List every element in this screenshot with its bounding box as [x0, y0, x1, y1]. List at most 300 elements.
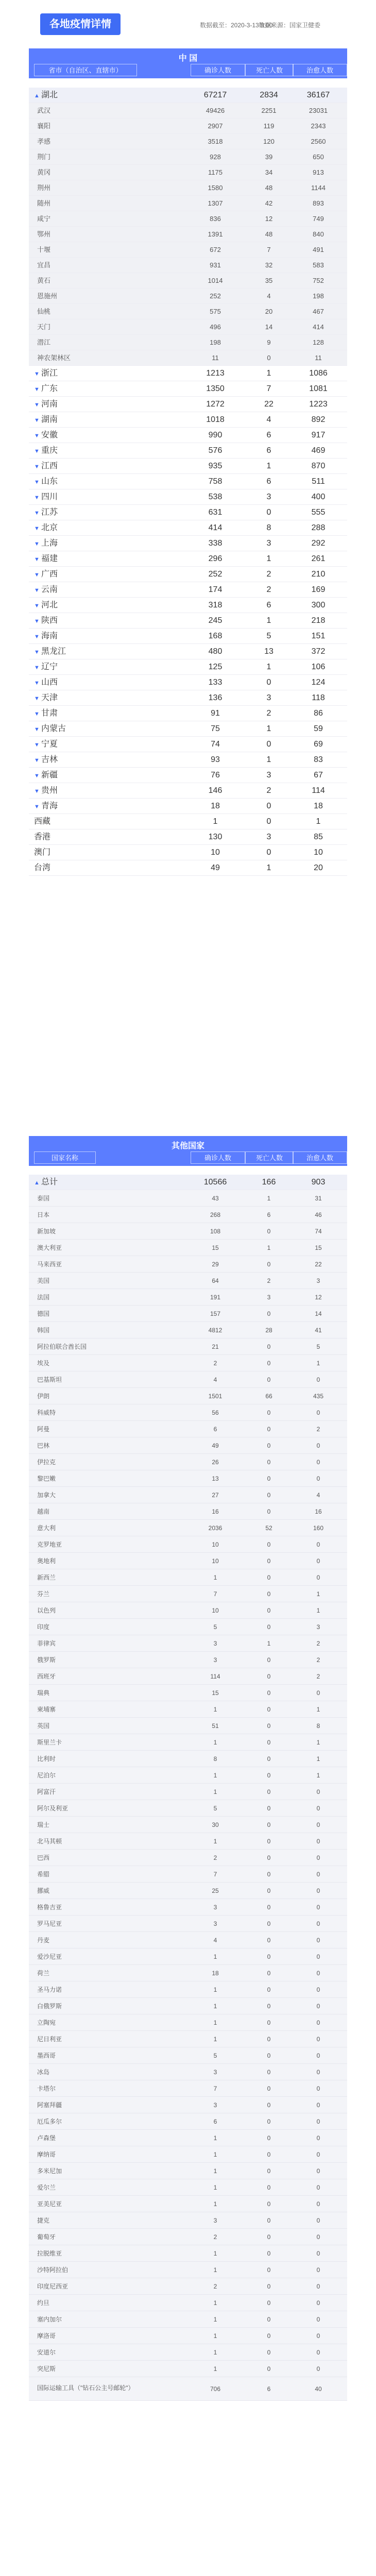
death-count: 0 [266, 848, 271, 857]
confirmed-count: 1 [213, 1772, 217, 1779]
row-name-text: 江苏 [41, 508, 58, 517]
row-name [34, 551, 58, 567]
chevron-down-icon[interactable]: ▼ [34, 402, 40, 408]
chevron-down-icon[interactable]: ▼ [34, 680, 40, 686]
row-name-text: 巴基斯坦 [37, 1376, 62, 1383]
country-row [29, 2179, 347, 2196]
death-count: 0 [267, 2052, 271, 2059]
recovered-count: 372 [311, 647, 326, 656]
china-column-headers [29, 64, 347, 77]
recovered-count: 0 [316, 1475, 320, 1482]
row-name-text: 阿尔及利亚 [37, 1805, 69, 1812]
province-row[interactable] [29, 721, 347, 737]
confirmed-count: 1 [213, 2299, 217, 2307]
chevron-down-icon[interactable]: ▼ [34, 526, 40, 532]
death-count: 6 [266, 477, 271, 486]
row-name [34, 675, 58, 691]
row-name-text: 捷克 [37, 2217, 50, 2224]
country-row [29, 1338, 347, 1355]
country-row [29, 1916, 347, 1932]
confirmed-count: 49 [212, 1442, 219, 1449]
chevron-down-icon[interactable]: ▼ [34, 386, 40, 393]
row-name-text: 墨西哥 [37, 2052, 56, 2059]
col-country: 国家名称 [34, 1151, 96, 1164]
province-row[interactable] [29, 598, 347, 613]
row-name [37, 319, 50, 335]
recovered-count: 0 [316, 1871, 320, 1878]
chevron-down-icon[interactable]: ▼ [34, 417, 40, 423]
row-name [37, 2295, 181, 2311]
city-row [29, 227, 347, 242]
death-count: 3 [266, 771, 271, 779]
col-region: 省市（自治区、直辖市） [34, 64, 137, 76]
row-name-text: 宁夏 [41, 740, 58, 749]
row-name [34, 505, 58, 521]
row-name [37, 2311, 181, 2328]
recovered-count: 0 [316, 1689, 320, 1697]
death-count: 0 [267, 1557, 271, 1565]
province-row[interactable] [29, 690, 347, 706]
death-count: 13 [264, 647, 274, 656]
recovered-count: 1 [316, 1772, 320, 1779]
recovered-count: 118 [312, 693, 325, 702]
death-count: 0 [266, 817, 271, 826]
confirmed-count: 931 [210, 261, 221, 269]
row-name [37, 2361, 181, 2377]
row-name [34, 88, 58, 104]
province-row[interactable] [29, 752, 347, 768]
confirmed-count: 8 [213, 1755, 217, 1762]
chevron-down-icon[interactable]: ▼ [34, 726, 40, 733]
province-row[interactable] [29, 366, 347, 381]
row-name [34, 644, 66, 660]
chevron-down-icon[interactable]: ▼ [34, 556, 40, 563]
province-row[interactable] [29, 397, 347, 412]
province-row[interactable] [29, 520, 347, 536]
death-count: 32 [265, 261, 273, 269]
row-name-text: 亚美尼亚 [37, 2200, 62, 2208]
recovered-count: 1223 [309, 400, 328, 409]
chevron-down-icon[interactable]: ▼ [34, 788, 40, 794]
row-name-text: 丹麦 [37, 1937, 50, 1944]
confirmed-count: 672 [210, 246, 221, 253]
row-name-text: 西藏 [34, 817, 51, 826]
row-name-text: 日本 [37, 1211, 50, 1218]
row-name-text: 意大利 [37, 1524, 56, 1532]
province-row[interactable] [29, 768, 347, 783]
row-name-text: 宜昌 [37, 261, 51, 269]
province-row[interactable] [29, 629, 347, 644]
recovered-count: 2 [316, 1673, 320, 1680]
row-name [34, 412, 58, 428]
chevron-down-icon[interactable]: ▼ [34, 618, 40, 624]
row-name-text: 瑞士 [37, 1821, 50, 1828]
country-row [29, 1421, 347, 1437]
province-row[interactable] [29, 675, 347, 690]
death-count: 0 [267, 2118, 271, 2125]
row-name [37, 350, 71, 366]
recovered-count: 3 [316, 1623, 320, 1631]
row-name [37, 2130, 181, 2146]
recovered-count: 1 [316, 1360, 320, 1367]
chevron-down-icon[interactable]: ▼ [34, 804, 40, 810]
death-count: 20 [265, 308, 273, 315]
death-count: 3 [266, 539, 271, 548]
row-name [37, 335, 50, 350]
death-count: 35 [265, 277, 273, 284]
recovered-count: 1144 [311, 184, 326, 192]
province-row[interactable] [29, 443, 347, 459]
province-row[interactable] [29, 582, 347, 598]
chevron-up-icon[interactable]: ▲ [34, 93, 40, 99]
confirmed-count: 1 [213, 1574, 217, 1581]
confirmed-count: 93 [211, 755, 220, 764]
province-row[interactable] [29, 783, 347, 799]
death-count: 7 [267, 246, 271, 253]
row-name-text: 恩施州 [37, 292, 58, 300]
confirmed-count: 16 [212, 1508, 219, 1515]
recovered-count: 892 [311, 415, 326, 424]
death-count: 0 [267, 1475, 271, 1482]
recovered-count: 0 [316, 1376, 320, 1383]
death-count: 6 [266, 446, 271, 455]
confirmed-count: 3518 [208, 138, 223, 145]
row-name [34, 582, 58, 598]
recovered-count: 1 [316, 1706, 320, 1713]
confirmed-count: 3 [213, 2069, 217, 2076]
row-name-text: 克罗地亚 [37, 1541, 62, 1548]
chevron-down-icon[interactable]: ▼ [34, 495, 40, 501]
row-name [37, 2328, 181, 2344]
confirmed-count: 1 [213, 2349, 217, 2356]
death-count: 6 [266, 601, 271, 609]
row-name [37, 258, 50, 273]
recovered-count: 2 [316, 1426, 320, 1433]
row-name [34, 799, 58, 815]
recovered-count: 0 [316, 1409, 320, 1416]
country-row [29, 1784, 347, 1800]
confirmed-count: 480 [208, 647, 223, 656]
world-total-row[interactable] [29, 1175, 347, 1190]
country-row [29, 1240, 347, 1256]
row-name-text: 黄石 [37, 277, 51, 284]
recovered-count: 151 [311, 632, 326, 640]
chevron-down-icon[interactable]: ▼ [34, 773, 40, 779]
row-name [37, 1371, 181, 1388]
confirmed-count: 1272 [206, 400, 225, 409]
death-count: 1 [266, 462, 271, 470]
recovered-count: 0 [316, 1937, 320, 1944]
confirmed-count: 168 [208, 632, 223, 640]
chevron-down-icon[interactable]: ▼ [34, 464, 40, 470]
recovered-count: 46 [315, 1211, 322, 1218]
death-count: 9 [267, 338, 271, 346]
death-count: 2 [266, 570, 271, 579]
death-count: 0 [267, 2233, 271, 2241]
row-name [37, 1635, 181, 1652]
row-name [37, 2262, 181, 2278]
row-name-text: 尼日利亚 [37, 2036, 62, 2043]
confirmed-count: 1307 [208, 199, 223, 207]
confirmed-count: 5 [213, 1805, 217, 1812]
confirmed-count: 27 [212, 1492, 219, 1499]
province-row[interactable] [29, 659, 347, 675]
confirmed-count: 3 [213, 2102, 217, 2109]
death-count: 0 [267, 1426, 271, 1433]
chevron-down-icon[interactable]: ▼ [34, 742, 40, 748]
province-row[interactable] [29, 474, 347, 489]
recovered-count: 0 [316, 2365, 320, 2372]
country-row [29, 1652, 347, 1668]
death-count: 48 [265, 230, 273, 238]
recovered-count: 23031 [309, 107, 328, 114]
row-name [37, 1652, 181, 1668]
recovered-count: 74 [315, 1228, 322, 1235]
confirmed-count: 91 [211, 709, 220, 718]
city-row [29, 319, 347, 335]
recovered-count: 292 [311, 539, 326, 548]
chevron-down-icon[interactable]: ▼ [34, 665, 40, 671]
row-name-text: 突尼斯 [37, 2365, 56, 2372]
row-name [37, 1190, 181, 1207]
confirmed-count: 1018 [206, 415, 225, 424]
country-row [29, 1553, 347, 1569]
country-row [29, 2014, 347, 2031]
confirmed-count: 252 [208, 570, 223, 579]
recovered-count: 893 [313, 199, 324, 207]
confirmed-count: 1501 [208, 1393, 223, 1400]
confirmed-count: 1 [213, 1986, 217, 1993]
row-name [37, 2245, 181, 2262]
province-row-hubei[interactable] [29, 88, 347, 103]
row-name-text: 罗马尼亚 [37, 1920, 62, 1927]
province-row[interactable] [29, 459, 347, 474]
confirmed-count: 296 [208, 554, 223, 563]
death-count: 34 [265, 168, 273, 176]
confirmed-count: 1 [213, 817, 218, 826]
row-name-text: 甘肃 [41, 709, 58, 718]
confirmed-count: 2 [213, 1360, 217, 1367]
row-name-text: 约旦 [37, 2299, 50, 2307]
province-row[interactable] [29, 381, 347, 397]
country-row [29, 1207, 347, 1223]
chevron-up-icon[interactable]: ▲ [34, 1180, 40, 1186]
province-row[interactable] [29, 737, 347, 752]
province-row[interactable] [29, 536, 347, 551]
death-count: 1 [266, 724, 271, 733]
row-name-text: 安道尔 [37, 2349, 56, 2356]
chevron-down-icon[interactable]: ▼ [34, 541, 40, 547]
death-count: 0 [267, 1673, 271, 1680]
row-name [37, 2047, 181, 2064]
recovered-count: 85 [314, 833, 323, 841]
row-name-text: 芬兰 [37, 1590, 50, 1598]
confirmed-count: 1580 [208, 184, 223, 192]
row-name-text: 塞内加尔 [37, 2316, 62, 2323]
province-row[interactable] [29, 489, 347, 505]
row-name-text: 厄瓜多尔 [37, 2118, 62, 2125]
row-name [37, 289, 57, 304]
confirmed-count: 3 [213, 1904, 217, 1911]
country-row [29, 1965, 347, 1981]
confirmed-count: 496 [210, 323, 221, 331]
row-name-text: 湖北 [41, 91, 58, 99]
row-name [37, 2064, 181, 2080]
death-count: 0 [267, 1838, 271, 1845]
confirmed-count: 18 [211, 802, 220, 810]
row-name [37, 1899, 181, 1916]
row-name-text: 冰岛 [37, 2069, 50, 2076]
province-row[interactable] [29, 613, 347, 629]
death-count: 3 [266, 493, 271, 501]
chevron-down-icon[interactable]: ▼ [34, 603, 40, 609]
death-count: 0 [267, 1755, 271, 1762]
death-count: 0 [267, 1442, 271, 1449]
death-count: 0 [267, 1590, 271, 1598]
recovered-count: 0 [316, 2019, 320, 2026]
country-row [29, 1322, 347, 1338]
chevron-down-icon[interactable]: ▼ [34, 448, 40, 454]
row-name [37, 1388, 181, 1404]
world-table [29, 1175, 347, 2401]
row-name-text: 伊拉克 [37, 1459, 56, 1466]
row-name [37, 149, 50, 165]
row-name [34, 860, 50, 876]
recovered-count: 0 [316, 2151, 320, 2158]
recovered-count: 491 [313, 246, 324, 253]
row-name [37, 1619, 181, 1635]
death-count: 0 [267, 1459, 271, 1466]
row-name-text: 随州 [37, 199, 51, 207]
row-name [37, 2031, 181, 2047]
country-row [29, 2196, 347, 2212]
country-row [29, 2278, 347, 2295]
chevron-down-icon[interactable]: ▼ [34, 711, 40, 717]
row-name-text: 新疆 [41, 771, 58, 779]
row-name [34, 721, 66, 737]
death-count: 1 [267, 1640, 271, 1647]
death-count: 8 [266, 523, 271, 532]
col-deaths: 死亡人数 [245, 64, 294, 76]
country-row [29, 2146, 347, 2163]
death-count: 0 [267, 2349, 271, 2356]
row-name [37, 2212, 181, 2229]
col-deaths: 死亡人数 [245, 1151, 294, 1164]
row-name-text: 摩纳哥 [37, 2151, 56, 2158]
chevron-down-icon[interactable]: ▼ [34, 587, 40, 594]
chevron-down-icon[interactable]: ▼ [34, 371, 40, 377]
row-name [37, 1850, 181, 1866]
country-row [29, 1734, 347, 1751]
row-name [34, 706, 58, 722]
recovered-count: 0 [316, 2102, 320, 2109]
confirmed-count: 114 [210, 1673, 220, 1680]
death-count: 0 [267, 1904, 271, 1911]
country-row [29, 2229, 347, 2245]
country-row [29, 1437, 347, 1454]
recovered-count: 2 [316, 1656, 320, 1664]
recovered-count: 1 [316, 817, 321, 826]
row-name-text: 澳门 [34, 848, 51, 857]
death-count: 0 [267, 1261, 271, 1268]
province-row[interactable] [29, 567, 347, 582]
recovered-count: 0 [316, 2200, 320, 2208]
row-name [37, 1916, 181, 1932]
row-name [37, 2146, 181, 2163]
death-count: 0 [267, 1887, 271, 1894]
row-name-text: 北马其顿 [37, 1838, 62, 1845]
recovered-count: 0 [316, 2349, 320, 2356]
province-row[interactable] [29, 551, 347, 567]
confirmed-count: 2 [213, 2233, 217, 2241]
recovered-count: 650 [313, 153, 324, 161]
row-name [34, 690, 58, 706]
chevron-down-icon[interactable]: ▼ [34, 649, 40, 655]
recovered-count: 22 [315, 1261, 322, 1268]
province-row[interactable] [29, 706, 347, 721]
col-confirmed: 确诊人数 [191, 64, 245, 76]
country-row [29, 1569, 347, 1586]
recovered-count: 511 [312, 477, 325, 486]
city-row [29, 165, 347, 180]
row-name [34, 737, 58, 753]
row-name [37, 2179, 181, 2196]
row-name [37, 1306, 181, 1322]
confirmed-count: 5 [213, 1623, 217, 1631]
chevron-down-icon[interactable]: ▼ [34, 479, 40, 485]
data-source: 数据来源：国家卫健委 [259, 22, 321, 29]
province-row[interactable] [29, 644, 347, 659]
province-row[interactable] [29, 428, 347, 443]
death-count: 0 [267, 2069, 271, 2076]
death-count: 4 [267, 292, 271, 300]
province-row[interactable] [29, 412, 347, 428]
province-row[interactable] [29, 505, 347, 520]
death-count: 2 [267, 1277, 271, 1284]
row-name [37, 304, 50, 319]
row-name-text: 阿富汗 [37, 1788, 56, 1795]
country-row [29, 2245, 347, 2262]
confirmed-count: 1 [213, 2134, 217, 2142]
row-name [37, 2380, 181, 2396]
country-row [29, 1701, 347, 1718]
country-row [29, 1371, 347, 1388]
row-name [37, 2278, 181, 2295]
world-section-header [29, 1136, 347, 1166]
chevron-down-icon[interactable]: ▼ [34, 757, 40, 764]
chevron-down-icon[interactable]: ▼ [34, 572, 40, 578]
row-name [37, 1569, 181, 1586]
chevron-down-icon[interactable]: ▼ [34, 510, 40, 516]
province-row[interactable] [29, 799, 347, 814]
country-row [29, 1536, 347, 1553]
chevron-down-icon[interactable]: ▼ [34, 696, 40, 702]
death-count: 1 [267, 1195, 271, 1202]
country-row [29, 1520, 347, 1536]
city-row [29, 196, 347, 211]
row-name [37, 2163, 181, 2179]
confirmed-count: 1350 [206, 384, 225, 393]
row-name [37, 2229, 181, 2245]
row-name [37, 2113, 181, 2130]
chevron-down-icon[interactable]: ▼ [34, 433, 40, 439]
row-name [34, 489, 58, 505]
row-name-text: 内蒙古 [41, 724, 66, 733]
chevron-down-icon[interactable]: ▼ [34, 634, 40, 640]
recovered-count: 0 [316, 1838, 320, 1845]
death-count: 1 [266, 554, 271, 563]
row-name [37, 1536, 181, 1553]
